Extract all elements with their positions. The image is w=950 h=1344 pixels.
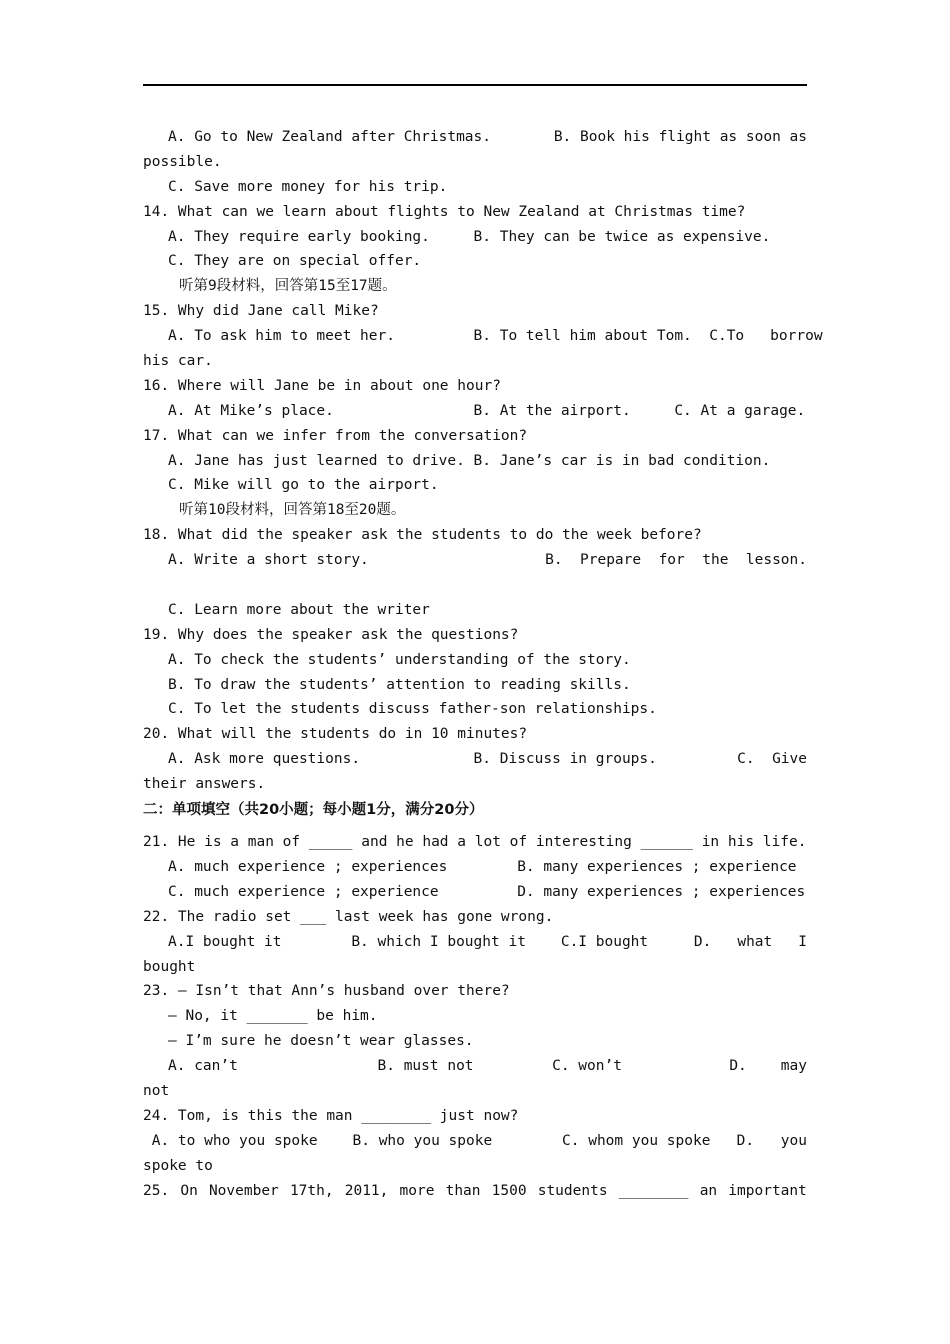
question-22: 22. The radio set ___ last week has gone wrong. [143,908,554,925]
q25-word: than [445,1182,481,1199]
q23-options-abc: A. can’t B. must not C. won’t [168,1058,622,1075]
q22-option-d-word: I [798,933,807,950]
option-a: A. Go to New Zealand after Christmas. [168,129,492,145]
q21-options-cd: C. much experience ; experience D. many experiences ; experiences [168,883,806,900]
wrap-line: their answers. [143,776,266,793]
q15-options-ab: A. To ask him to meet her. B. To tell him about Tom. C. [168,328,727,345]
question-24: 24. Tom, is this the man ________ just now? [143,1107,519,1124]
q22-options [143,930,807,955]
q24-option-d-word: you [780,1132,807,1149]
wrap-line: possible. [143,153,222,170]
q25-word: 2011, [344,1182,389,1199]
q19-option-c: C. To let the students discuss father-son relationships. [168,701,657,718]
wrap-line: his car. [143,353,213,370]
q16-options: A. At Mike’s place. B. At the airport. C. At a garage. [168,402,806,419]
question-15: 15. Why did Jane call Mike? [143,303,379,320]
section-heading-passage-9: 听第9段材料，回答第15至17题。 [179,278,397,295]
q25-word: students [537,1182,608,1199]
q24-options-abc: A. to who you spoke B. who you spoke C. whom you spoke D. [143,1132,755,1149]
q15-option-c-word: borrow [770,328,823,345]
header-rule [143,84,807,86]
question-19: 19. Why does the speaker ask the questions? [143,626,519,643]
exam-page [143,125,823,1203]
q17-option-c: C. Mike will go to the airport. [168,477,439,494]
question-18: 18. What did the speaker ask the students to do the week before? [143,527,702,544]
q25-word: 17th, [289,1182,334,1199]
q25-blank: ________ [618,1182,689,1199]
q13-options-ab [143,125,807,150]
q18-option-a: A. Write a short story. [168,552,369,569]
section-title: 二：单项填空（共20小题；每小题1分，满分20分） [143,802,484,819]
q23-dialogue-line: — No, it _______ be him. [168,1008,378,1025]
wrap-line: not [143,1082,170,1099]
q25-word: On [180,1182,198,1199]
q19-option-b: B. To draw the students’ attention to reading skills. [168,676,631,693]
question-21: 21. He is a man of _____ and he had a lot of interesting ______ in his life. [143,834,807,851]
q20-options-ab: A. Ask more questions. B. Discuss in groups. [168,751,657,768]
q22-option-d-word: what [737,933,773,950]
q14-option-c: C. They are on special offer. [168,253,422,270]
q19-option-a: A. To check the students’ understanding of the story. [168,651,631,668]
wrap-line: bought [143,958,196,975]
q23-options [143,1054,807,1079]
question-20: 20. What will the students do in 10 minutes? [143,726,528,743]
section-heading-passage-10: 听第10段材料，回答第18至20题。 [179,502,406,519]
q25-word: an [699,1182,718,1199]
q14-options-ab: A. They require early booking. B. They can be twice as expensive. [168,228,771,245]
q15-option-c-word: To [726,328,745,345]
q18-options-ab [143,548,807,573]
question-16: 16. Where will Jane be in about one hour? [143,377,501,394]
question-25 [143,1179,807,1204]
blank-line [143,573,807,598]
q25-word: November [208,1182,279,1199]
q23-option-d-word: may [780,1058,807,1075]
q20-options [143,747,807,772]
q23-option-d-word: D. [729,1058,747,1075]
question-23: 23. — Isn’t that Ann’s husband over there? [143,983,510,1000]
q18-option-b: B. Prepare for the lesson. [545,552,807,569]
q25-word: important [728,1182,807,1199]
q17-options-ab: A. Jane has just learned to drive. B. Jane’s car is in bad condition. [168,452,771,469]
q22-option-d-word: D. [693,933,712,950]
q18-option-c: C. Learn more about the writer [168,601,430,618]
q23-dialogue-line: — I’m sure he doesn’t wear glasses. [168,1033,474,1050]
q21-options-ab: A. much experience ; experiences B. many experiences ; experience [168,858,797,875]
q24-options [143,1129,807,1154]
option-c: C. Save more money for his trip. [168,178,448,195]
q15-options [143,324,823,349]
q25-word: 25. [143,1182,170,1199]
q25-word: more [399,1182,435,1199]
q22-options-abc: A.I bought it B. which I bought it C.I bought [168,933,649,950]
question-14: 14. What can we learn about flights to New Zealand at Christmas time? [143,203,746,220]
option-b: B. Book his flight as soon as [553,129,807,145]
question-17: 17. What can we infer from the conversation? [143,427,528,444]
q25-word: 1500 [491,1182,527,1199]
wrap-line: spoke to [143,1157,213,1174]
q20-option-c: C. Give [737,751,807,768]
